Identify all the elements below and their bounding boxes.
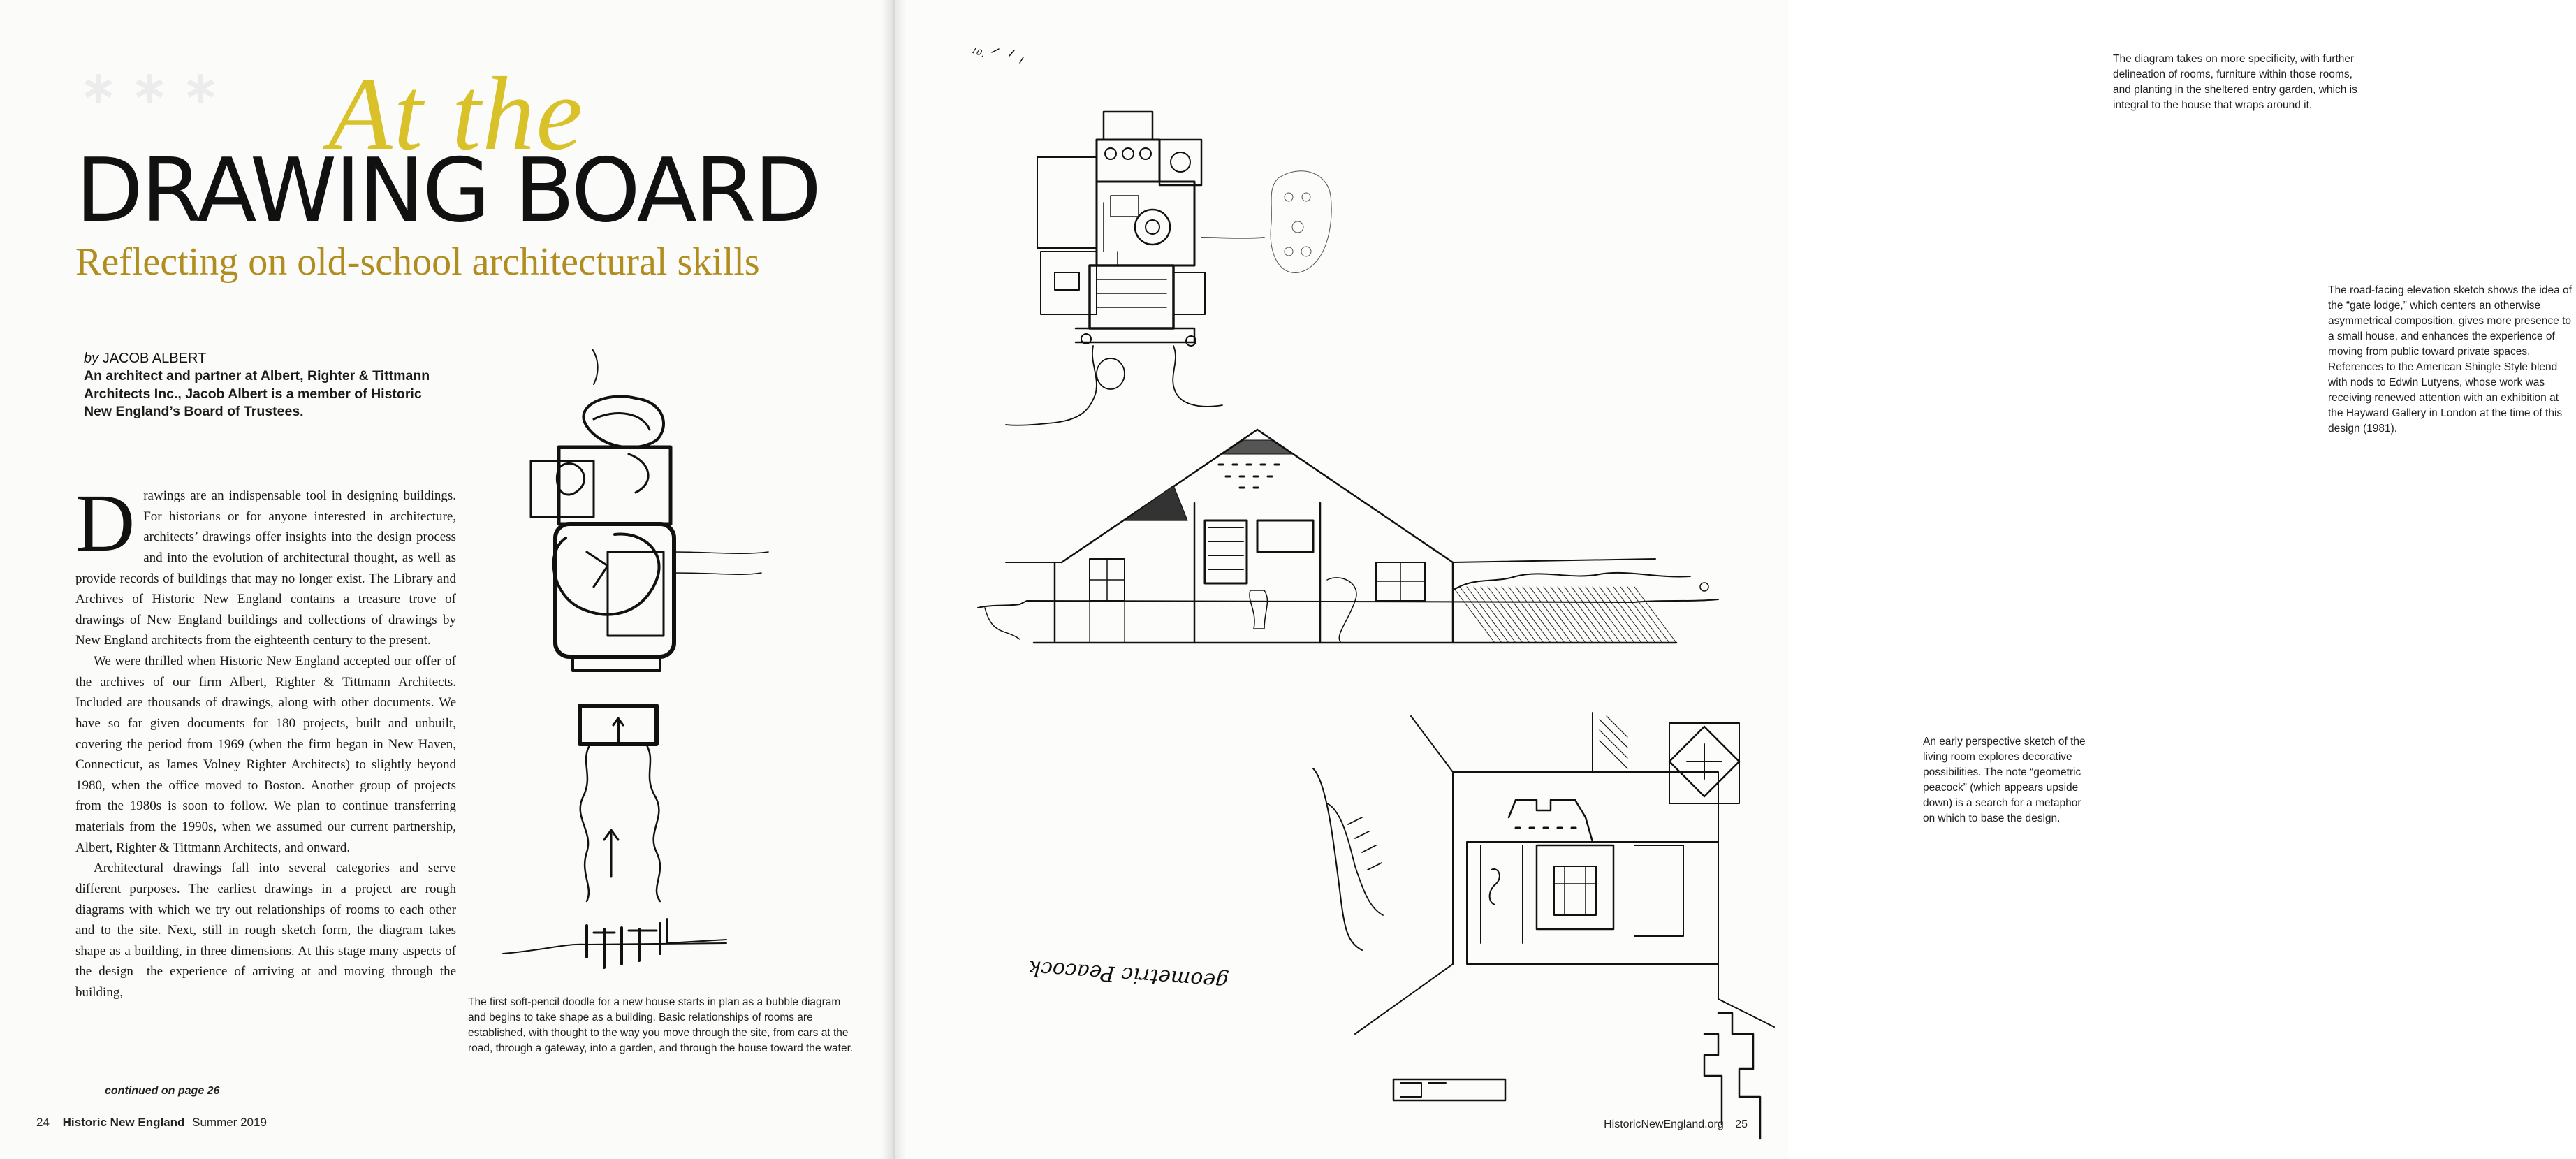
caption-plan-diagram: The diagram takes on more specificity, with further delineation of rooms, furniture within those rooms, and planting in the sheltered entry garden, which is integral to the house that wraps around it. bbox=[2113, 53, 2357, 111]
left-page bbox=[0, 0, 894, 1159]
footer-right bbox=[1595, 1118, 1748, 1131]
page-number-right: 25 bbox=[1735, 1118, 1748, 1130]
author-name: JACOB ALBERT bbox=[102, 351, 207, 366]
magazine-name: Historic New England bbox=[62, 1116, 185, 1129]
caption-doodle: The first soft-pencil doodle for a new house starts in plan as a bubble diagram and begins to take shape as a building. Basic relationships of rooms are established, with thought to the way you move through the site, from cars at the road, through a gateway, into a garden, and through the house toward the water. bbox=[468, 996, 854, 1054]
svg-text:10,: 10, bbox=[969, 45, 986, 59]
perspective-sketch bbox=[1027, 706, 1788, 1153]
website: HistoricNewEngland.org bbox=[1604, 1118, 1724, 1130]
issue-date: Summer 2019 bbox=[192, 1116, 267, 1129]
caption-elevation: The road-facing elevation sketch shows the idea of the “gate lodge,” which centers an otherwise asymmetrical composition, gives more presence to a small house, and enhances the experience of moving from public toward private spaces. References to the American Shingle Style blend with nods to Edwin Lutyens, whose work was receiving renewed attention with an exhibition at the Hayward Gallery in London at the time of this design (1981). bbox=[2328, 284, 2572, 435]
continued-note: continued on page 26 bbox=[105, 1085, 220, 1097]
sketch-note-upside-down bbox=[1027, 956, 1230, 994]
caption-perspective: An early perspective sketch of the living room explores decorative possibilities. The note “geometric peacock” (which appears upside down) is a search for a metaphor on which to base the design. bbox=[1923, 736, 2086, 824]
bleed-through-text: ∗ ∗ ∗ bbox=[80, 64, 221, 112]
article-title: DRAWING BOARD bbox=[75, 139, 820, 242]
title-script: At the bbox=[328, 56, 585, 172]
paragraph-2: We were thrilled when Historic New England accepted our offer of the archives of our firm Albert, Righter & Tittmann Architects. Included are thousands of drawings, along with other documents. We have so far given documents for 180 projects, built and unbuilt, covering the period from 1969 (when the firm began in New Haven, Connecticut, as James Volney Righter Architects) to slightly beyond 1980, when the office moved to Boston. Another group of projects from the 1980s is soon to follow. We plan to continue transferring materials from the 1990s, when we assumed our current partnership, Albert, Righter & Tittmann Architects, and onward. bbox=[75, 654, 456, 855]
byline bbox=[84, 349, 206, 367]
paragraph-3: Architectural drawings fall into several categories and serve different purposes. The earliest drawings in a project are rough diagrams with which we try out relationships of rooms to each other and to the site. Next, still in rough sketch form, the diagram takes shape as a building, in three dimensions. At this stage many aspects of the design—the experience of arriving at and moving through the building, bbox=[75, 861, 456, 1000]
pencil-doodle-sketch bbox=[489, 342, 824, 985]
plan-diagram-sketch bbox=[971, 42, 1264, 433]
page-number-left: 24 bbox=[36, 1116, 50, 1129]
footer-left bbox=[36, 1116, 277, 1130]
elevation-sketch bbox=[964, 419, 1781, 657]
sketch-note: geometric Peacock bbox=[1027, 955, 1230, 994]
right-page bbox=[894, 0, 2572, 1159]
article-subtitle: Reflecting on old-school architectural skills bbox=[75, 240, 760, 284]
paragraph-1-text: rawings are an indispensable tool in designing buildings. For historians or for anyone interested in architecture, architects’ drawings offer insights into the design process and into the evolution of architectural thought, as well as provide records of buildings that may no longer exist. The Library and Archives of Historic New England contains a treasure trove of drawings of New England buildings and collections of drawings by New England architects from the eighteenth century to the present. bbox=[75, 488, 456, 648]
article-body bbox=[75, 477, 456, 1003]
byline-prefix: by bbox=[84, 351, 99, 366]
drop-cap: D bbox=[75, 477, 136, 569]
spine-gutter bbox=[881, 0, 907, 1159]
paragraph-1 bbox=[75, 477, 456, 651]
author-bio: An architect and partner at Albert, Righter & Tittmann Architects Inc., Jacob Albert is a member of Historic New England’s Board of Trustees. bbox=[84, 368, 430, 420]
